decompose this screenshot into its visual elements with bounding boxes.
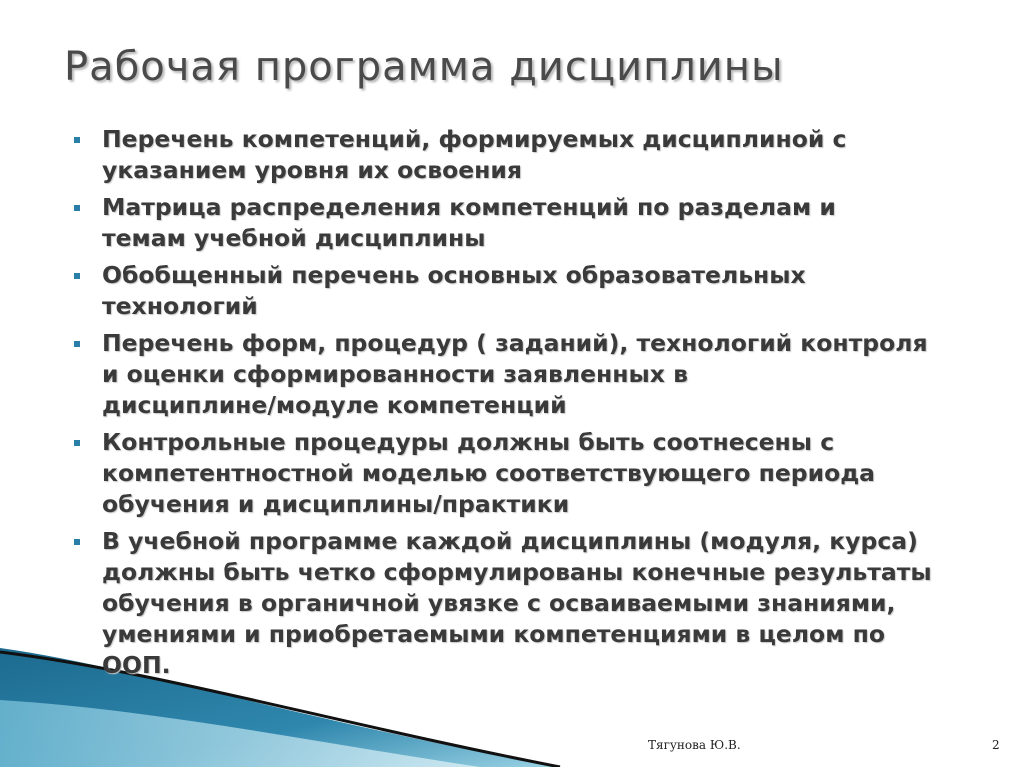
list-item <box>72 427 996 520</box>
list-item-line: Матрица распределения компетенций по разделам и <box>102 193 836 221</box>
list-item <box>72 328 996 421</box>
list-item-line: Перечень компетенций, формируемых дисциплиной с <box>102 125 847 153</box>
bullet-marker <box>74 539 80 545</box>
bullet-marker <box>74 137 80 143</box>
bullet-marker <box>74 341 80 347</box>
list-item <box>72 192 996 254</box>
list-item-line: обучения и дисциплины/практики <box>102 490 570 518</box>
list-item-line: должны быть четко сформулированы конечные результаты <box>102 558 932 586</box>
list-item <box>72 260 996 322</box>
list-item-line: и оценки сформированности заявленных в <box>102 360 688 388</box>
list-item-line: ООП. <box>102 651 171 679</box>
list-item-line: умениями и приобретаемыми компетенциями в целом по <box>102 620 885 648</box>
list-item-line: обучения в органичной увязке с осваиваемыми знаниями, <box>102 589 896 617</box>
list-item <box>72 526 996 681</box>
list-item-line: технологий <box>102 292 258 320</box>
list-item-line: В учебной программе каждой дисциплины (модуля, курса) <box>102 527 918 555</box>
bullet-list <box>72 124 996 687</box>
list-item-line: Обобщенный перечень основных образовательных <box>102 261 806 289</box>
bullet-marker <box>74 205 80 211</box>
list-item-line: указанием уровня их освоения <box>102 156 522 184</box>
bullet-marker <box>74 273 80 279</box>
bullet-marker <box>74 440 80 446</box>
list-item-line: дисциплине/модуле компетенций <box>102 391 567 419</box>
list-item-line: Перечень форм, процедур ( заданий), технологий контроля <box>102 329 928 357</box>
list-item <box>72 124 996 186</box>
list-item-line: Контрольные процедуры должны быть соотнесены с <box>102 428 835 456</box>
slide-title: Рабочая программа дисциплины <box>64 44 784 90</box>
page-number: 2 <box>992 738 1000 752</box>
list-item-line: темам учебной дисциплины <box>102 224 486 252</box>
footer-author: Тягунова Ю.В. <box>648 738 741 752</box>
list-item-line: компетентностной моделью соответствующего периода <box>102 459 876 487</box>
